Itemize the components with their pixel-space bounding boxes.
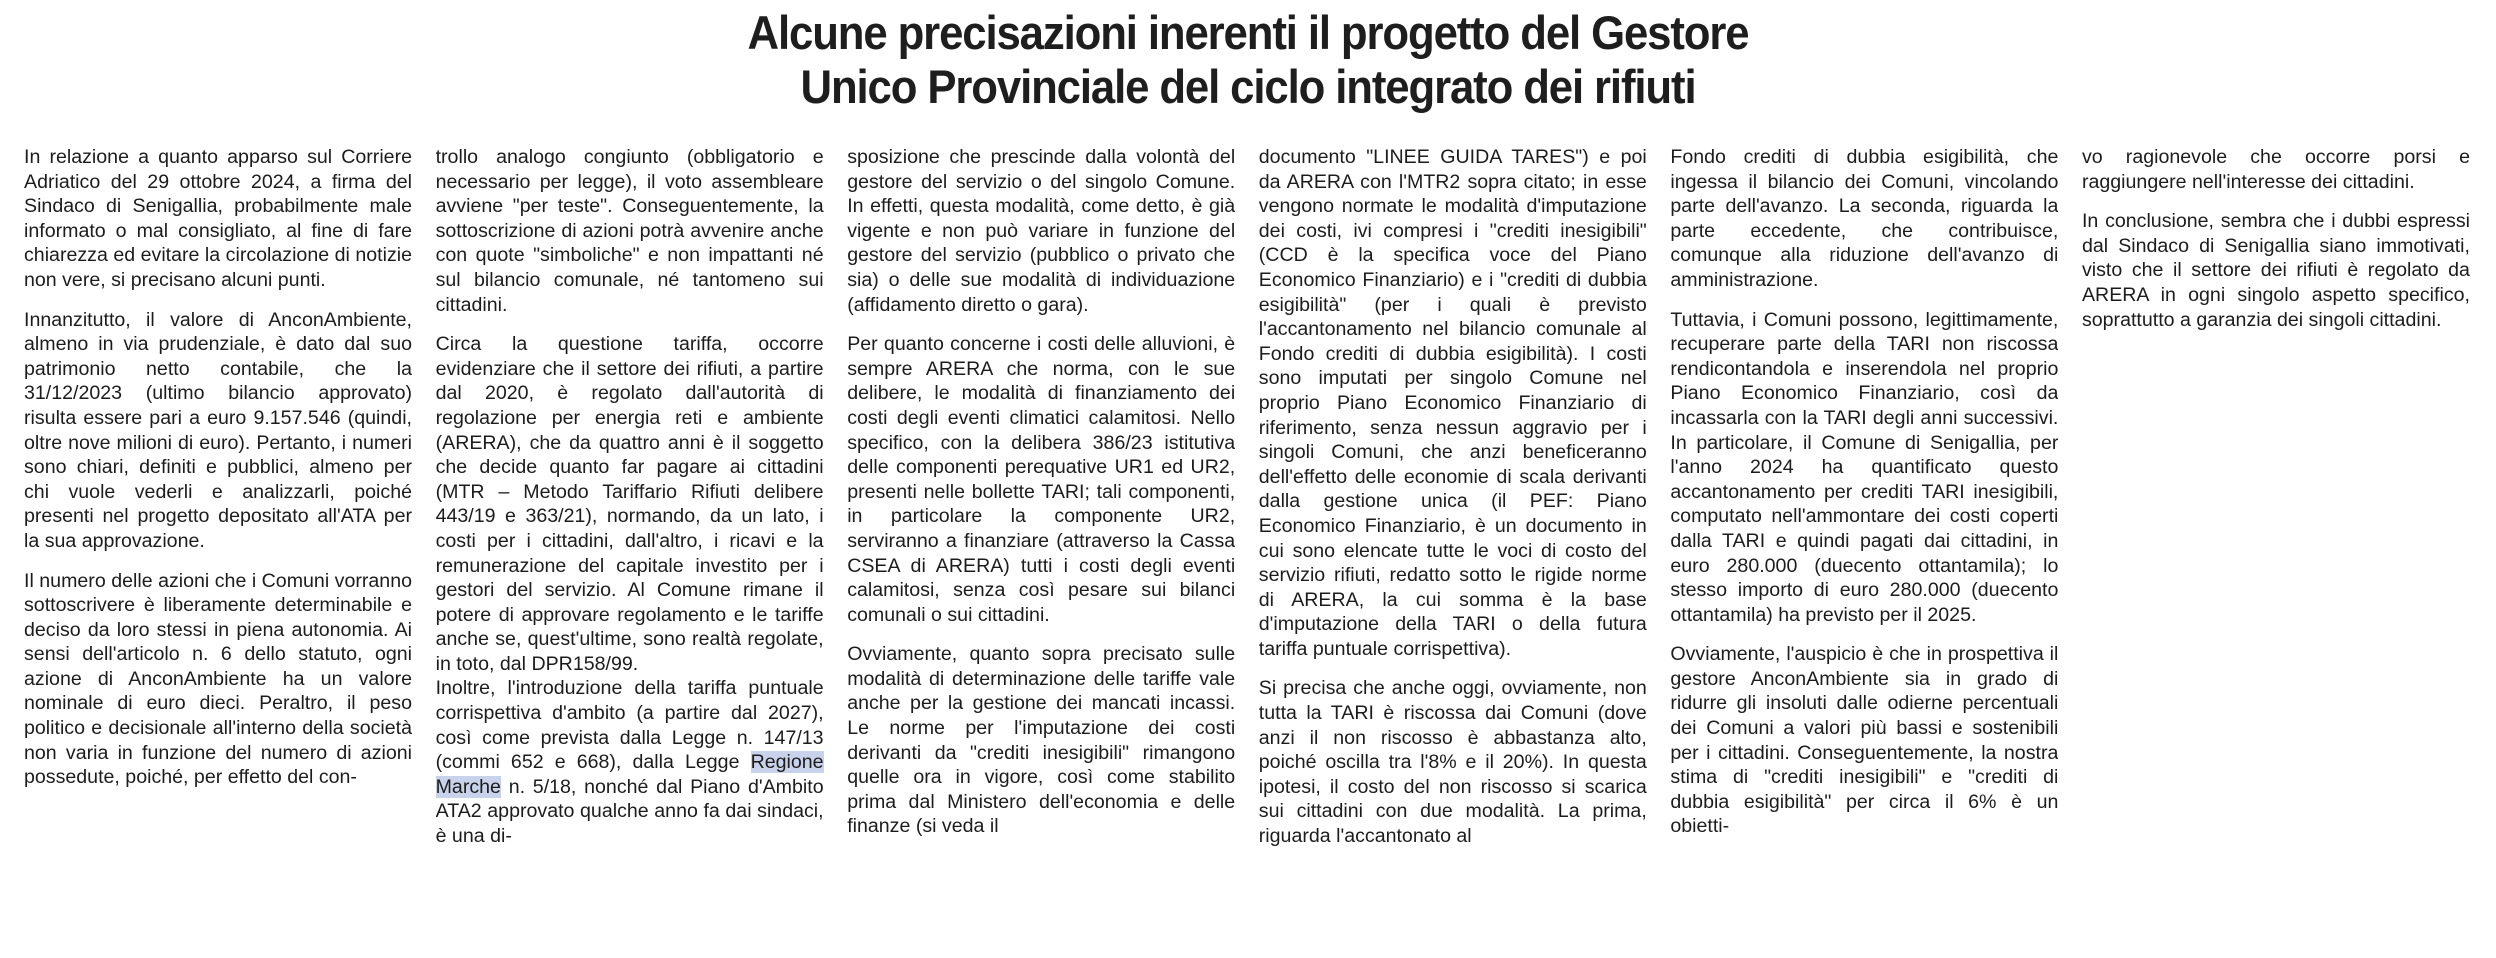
paragraph: Fondo crediti di dubbia esigibilità, che ingessa il bilancio dei Comuni, vincolando parte dell'avanzo. La seconda, riguarda la parte eccedente, che contribuisce, comunque alla riduzione dell'avanzo di amministrazione.	[1670, 146, 2059, 291]
article-headline	[108, 0, 2388, 114]
paragraph: Per quanto concerne i costi delle alluvioni, è sempre ARERA che norma, con le sue delibere, le modalità di finanziamento dei costi degli eventi climatici calamitosi. Nello specifico, con la delibera 386/23 istitutiva delle componenti perequative UR1 ed UR2, presenti nelle bollette TARI; tali componenti, in particolare la componente UR2, serviranno a finanziare (attraverso la Cassa CSEA di ARERA) tutti i costi degli eventi calamitosi, senza così pesare sui bilanci comunali o sui cittadini.	[847, 333, 1236, 626]
paragraph: Circa la questione tariffa, occorre evidenziare che il settore dei rifiuti, a partire dal 2020, è regolato dall'autorità di regolazione per energia reti e ambiente (ARERA), che da quattro anni è il soggetto che decide quanto far pagare ai cittadini (MTR – Metodo Tariffario Rifiuti delibere 443/19 e 363/21), normando, da un lato, i costi per i cittadini, dall'altro, i ricavi e la remunerazione del capitale investito per i gestori del servizio. Al Comune rimane il potere di approvare regolamento e le tariffe anche se, quest'ultime, sono realtà regolate, in toto, dal DPR158/99.	[435, 333, 824, 675]
paragraph-with-highlight	[436, 676, 824, 848]
paragraph: vo ragionevole che occorre porsi e raggiungere nell'interesse dei cittadini.	[2081, 146, 2470, 193]
paragraph: Tuttavia, i Comuni possono, legittimamente, recuperare parte della TARI non riscossa rendicontandola e inserendola nel proprio Piano Economico Finanziario, così da incassarla con la TARI degli anni successivi. In particolare, il Comune di Senigallia, per l'anno 2024 ha quantificato questo accantonamento per crediti TARI inesigibili, computato nell'ammontare dei costi coperti dalla TARI e quindi pagati dai cittadini, in euro 280.000 (duecento ottantamila); lo stesso importo di euro 280.000 (duecento ottantamila) ha previsto per il 2025.	[1670, 308, 2059, 626]
paragraph: trollo analogo congiunto (obbligatorio e necessario per legge), il voto assembleare avviene "per teste". Conseguentemente, la sottoscrizione di azioni potrà avvenire anche con quote "simboliche" e non impattanti né sul bilancio comunale, né tantomeno sui cittadini.	[435, 146, 824, 316]
paragraph: sposizione che prescinde dalla volontà del gestore del servizio o del singolo Comune. In effetti, questa modalità, come detto, è già vigente e non può variare in funzione del gestore del servizio (pubblico o privato che sia) o delle sue modalità di individuazione (affidamento diretto o gara).	[847, 146, 1236, 316]
column-1	[24, 145, 412, 945]
paragraph: Si precisa che anche oggi, ovviamente, non tutta la TARI è riscossa dai Comuni (dove anzi il non riscosso è abbastanza alto, poiché oscilla tra l'8% e il 20%). In questa ipotesi, il costo del non riscosso si scarica sui cittadini con due modalità. La prima, riguarda l'accantonato al	[1258, 677, 1647, 848]
highlighted-text[interactable]: Regione Marche	[435, 751, 824, 798]
paragraph: In conclusione, sembra che i dubbi espressi dal Sindaco di Senigallia siano immotivati, visto che il settore dei rifiuti è regolato da ARERA in ogni singolo aspetto specifico, soprattutto a garanzia dei singoli cittadini.	[2081, 210, 2470, 331]
column-6	[2082, 145, 2470, 945]
headline-line-1: Alcune precisazioni inerenti il progetto del Gestore	[747, 6, 1749, 59]
column-3	[847, 145, 1235, 945]
paragraph: Il numero delle azioni che i Comuni vorranno sottoscrivere è liberamente determinabile e deciso da loro stessi in piena autonomia. Ai sensi dell'articolo n. 6 dello statuto, ogni azione di AnconAmbiente ha un valore nominale di euro dieci. Peraltro, il peso politico e decisionale all'interno della società non varia in funzione del numero di azioni possedute, poiché, per effetto del con-	[24, 569, 412, 789]
paragraph: documento "LINEE GUIDA TARES") e poi da ARERA con l'MTR2 sopra citato; in esse vengono normate le modalità d'imputazione dei costi, ivi compresi i "crediti inesigibili" (CCD è la specifica voce del Piano Economico Finanziario) e i "crediti di dubbia esigibilità" (per i quali è previsto l'accantonamento nel bilancio comunale al Fondo crediti di dubbia esigibilità). I costi sono imputati per singolo Comune nel proprio Piano Economico Finanziario di riferimento, senza nessun aggravio per i singoli Comuni, che anzi beneficeranno dell'effetto delle economie di scala derivanti dalla gestione unica (il PEF: Piano Economico Finanziario, è un documento in cui sono elencate tutte le voci di costo del servizio rifiuti, redatto sotto le rigide norme di ARERA, la cui somma è la base d'imputazione della TARI o della futura tariffa puntuale corrispettiva).	[1258, 146, 1647, 660]
paragraph: Ovviamente, quanto sopra precisato sulle modalità di determinazione delle tariffe vale anche per la gestione dei mancati incassi. Le norme per l'imputazione dei costi derivanti da "crediti inesigibili" rimangono quelle ora in vigore, così come stabilito prima dal Ministero dell'economia e delle finanze (si veda il	[847, 643, 1236, 838]
paragraph-text: Inoltre, l'introduzione della tariffa puntuale corrispettiva d'ambito (a partire dal 2027), così come prevista dalla Legge n. 147/13 (commi 652 e 668), dalla Legge	[435, 677, 824, 774]
article-body	[24, 145, 2470, 945]
paragraph: Ovviamente, l'auspicio è che in prospettiva il gestore AnconAmbiente sia in grado di ridurre gli insoluti dalle odierne percentuali dei Comuni a valori più bassi e sostenibili per i cittadini. Conseguentemente, la nostra stima di "crediti inesigibili" e "crediti di dubbia esigibilità" per circa il 6% è un obietti-	[1670, 643, 2059, 838]
paragraph-text: n. 5/18, nonché dal Piano d'Ambito ATA2 approvato qualche anno fa dai sindaci, è una di-	[435, 775, 824, 848]
headline-line-2: Unico Provinciale del ciclo integrato dei rifiuti	[800, 60, 1696, 113]
paragraph: In relazione a quanto apparso sul Corriere Adriatico del 29 ottobre 2024, a firma del Sindaco di Senigallia, probabilmente male informato o mal consigliato, al fine di fare chiarezza ed evitare la circolazione di notizie non vere, si precisano alcuni punti.	[24, 146, 412, 291]
paragraph: Innanzitutto, il valore di AnconAmbiente, almeno in via prudenziale, è dato dal suo patrimonio netto contabile, che la 31/12/2023 (ultimo bilancio approvato) risulta essere pari a euro 9.157.546 (quindi, oltre nove milioni di euro). Pertanto, i numeri sono chiari, definiti e pubblici, almeno per chi vuole vederli e analizzarli, poiché presenti nel progetto depositato all'ATA per la sua approvazione.	[24, 308, 412, 552]
column-5	[1670, 145, 2058, 945]
column-2	[436, 145, 824, 945]
column-4	[1259, 145, 1647, 945]
